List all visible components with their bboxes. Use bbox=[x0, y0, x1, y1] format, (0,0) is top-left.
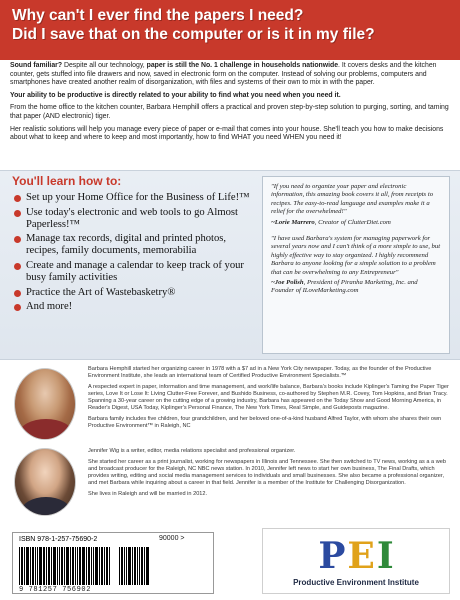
learn-item bbox=[12, 260, 252, 284]
learn-item bbox=[12, 192, 252, 204]
testimonial bbox=[271, 183, 441, 227]
learn-list bbox=[12, 192, 252, 313]
bullet-dot-icon bbox=[14, 304, 21, 311]
testimonial bbox=[271, 235, 441, 296]
bullet-dot-icon bbox=[14, 263, 21, 270]
intro-paragraph-1 bbox=[10, 62, 450, 88]
bullet-dot-icon bbox=[14, 236, 21, 243]
barcode-bars bbox=[19, 545, 207, 585]
barcode-digits: 9 781257 756902 bbox=[19, 586, 92, 594]
testimonial-author: ~Lorie Marrero bbox=[271, 218, 315, 226]
learn-item-text: Set up your Home Office for the Business of Life!™ bbox=[26, 192, 250, 203]
intro-paragraph-3: From the home office to the kitchen counter, Barbara Hemphill offers a practical and proven step-by-step solution to purging, sorting, and taming that paper (AND electronic) tiger. bbox=[10, 104, 449, 120]
learn-item-text: Manage tax records, digital and printed photos, recipes, family documents, memorabilia bbox=[26, 233, 227, 257]
shoulders bbox=[19, 419, 73, 440]
logo-letter-i: I bbox=[376, 534, 394, 577]
barcode-addon-icon bbox=[119, 545, 150, 585]
learn-item bbox=[12, 301, 252, 313]
logo-letter-p: P bbox=[318, 534, 346, 577]
testimonial-affiliation: , Creator of ClutterDiet.com bbox=[314, 218, 391, 226]
intro-p1-b: . It covers desks and the kitchen counter, gets stuffed into file drawers and now, saved in electronic form on the computer. Instead of solving our problems, computers and smartphones have created another realm of disorganization, with files and systems of their own to mix in with the paper. bbox=[10, 62, 437, 87]
learn-item bbox=[12, 233, 252, 257]
bio-paragraph: Barbara Hemphill started her organizing career in 1978 with a $7 ad in a New York City newspaper. Today, as the founder of the Productive Environment Institute, she leads an international team of Certified Productive Environment Specialists.™ bbox=[88, 366, 432, 379]
isbn-barcode bbox=[12, 532, 214, 594]
learn-list-section bbox=[12, 174, 252, 316]
learn-item-text: And more! bbox=[26, 301, 73, 313]
author-bio-jennifer bbox=[88, 448, 450, 502]
bio-paragraph: She started her career as a print journalist, working for newspapers in Illinois and Tennessee. She then switched to TV news, working as a a web and broadcast producer for the Raleigh, NC NBC news station. In 2010, Jennifer left news to start her own business, The Final Drafts, which provides writing, editing and social media management services to individuals and small businesses. She also became a professional organizer, and met Barbara while inquiring about a career in that field. Jennifer is a member of the Institute for Challenging Disorganization. bbox=[88, 459, 446, 486]
intro-lead: Sound familiar? bbox=[10, 62, 63, 69]
pei-logo-icon bbox=[318, 536, 393, 576]
intro-p1-a: Despite all our technology, bbox=[62, 62, 147, 69]
testimonial-attribution bbox=[271, 219, 441, 227]
logo-letter-e: E bbox=[347, 534, 375, 577]
header-band bbox=[0, 0, 460, 60]
testimonial-text: "If you need to organize your paper and electronic information, this amazing book covers it all, from receipts to recipes. The easy-to-read language and examples make it a relief for the overwhelmed!" bbox=[271, 183, 434, 216]
shoulders bbox=[21, 497, 71, 516]
headline-line-1: Why can't I ever find the papers I need? bbox=[12, 7, 304, 24]
learn-item bbox=[12, 207, 252, 231]
intro-paragraph-4: Her realistic solutions will help you manage every piece of paper or e-mail that comes into your house. She'll teach you how to make decisions about what to keep and where to keep and most importantly, how to find WHAT you need WHEN you need it! bbox=[10, 125, 444, 142]
barcode-main-icon bbox=[19, 545, 111, 585]
bio-paragraph: A respected expert in paper, information and time management, and work/life balance, Barbara's books include Kiplinger's Taming the Paper Tiger series, Love It or Lose It: Living Clutter-Free Forever, and Bushido Business, co-authored by Stephen M.R. Covey, Tom Hopkins, and Brian Tracy. Spanning a 30-year career on the cutting edge of a growing industry, Barbara has appeared on the Today Show and Good Morning America, in Reader's Digest, USA Today, Kiplinger's Personal Finance, The New York Times, Real Simple, and Guideposts magazine. bbox=[88, 384, 449, 411]
bullet-dot-icon bbox=[14, 195, 21, 202]
publisher-logo bbox=[262, 528, 450, 594]
testimonial-affiliation: , President of Piranha Marketing, Inc. and Founder of ILoveMarketing.com bbox=[271, 279, 418, 295]
intro-p2-bold: Your ability to be productive is directly related to your ability to find what you need when you need it. bbox=[10, 91, 341, 99]
learn-item-text: Use today's electronic and web tools to go Almost Paperless!™ bbox=[26, 206, 238, 230]
bio-paragraph: She lives in Raleigh and will be married in 2012. bbox=[88, 491, 208, 497]
testimonial-author: ~Joe Polish bbox=[271, 279, 304, 287]
bio-paragraph: Barbara family includes five children, four grandchildren, and her beloved one-of-a-kind husband Alfred Taylor, with whom she shares their own Productive Environment™ in Raleigh, NC bbox=[88, 416, 442, 429]
testimonials-box bbox=[262, 176, 450, 354]
bio-paragraph: Jennifer Wig is a writer, editor, media relations specialist and professional organizer. bbox=[88, 448, 296, 454]
bullet-dot-icon bbox=[14, 210, 21, 217]
headline-line-2: Did I save that on the computer or is it in my file? bbox=[12, 26, 375, 43]
isbn-label: ISBN 978-1-257-75690-2 bbox=[19, 536, 98, 543]
logo-subtitle: Productive Environment Institute bbox=[293, 577, 419, 587]
learn-title: You'll learn how to: bbox=[12, 174, 122, 188]
intro-text bbox=[10, 62, 450, 147]
intro-p1-bold: paper is still the No. 1 challenge in households nationwide bbox=[146, 62, 339, 69]
testimonial-attribution bbox=[271, 279, 441, 296]
price-code: 90000 > bbox=[159, 535, 185, 542]
intro-paragraph-2 bbox=[10, 92, 450, 101]
bullet-dot-icon bbox=[14, 290, 21, 297]
learn-item-text: Create and manage a calendar to keep track of your busy family activities bbox=[26, 259, 244, 283]
author-photo-barbara bbox=[14, 368, 76, 440]
testimonial-text: "I have used Barbara's system for managing paperwork for several years now and I can't think of a more simple to use, but highly effective way to stay organized. I highly recommend Barbara to anyone looking for a simple solution to a problem that can be overwhelming to any Entrepreneur" bbox=[271, 235, 441, 276]
author-photo-jennifer bbox=[14, 448, 76, 516]
learn-item-text: Practice the Art of Wastebasketry® bbox=[26, 286, 176, 298]
learn-item bbox=[12, 287, 252, 299]
author-bio-barbara bbox=[88, 366, 450, 434]
